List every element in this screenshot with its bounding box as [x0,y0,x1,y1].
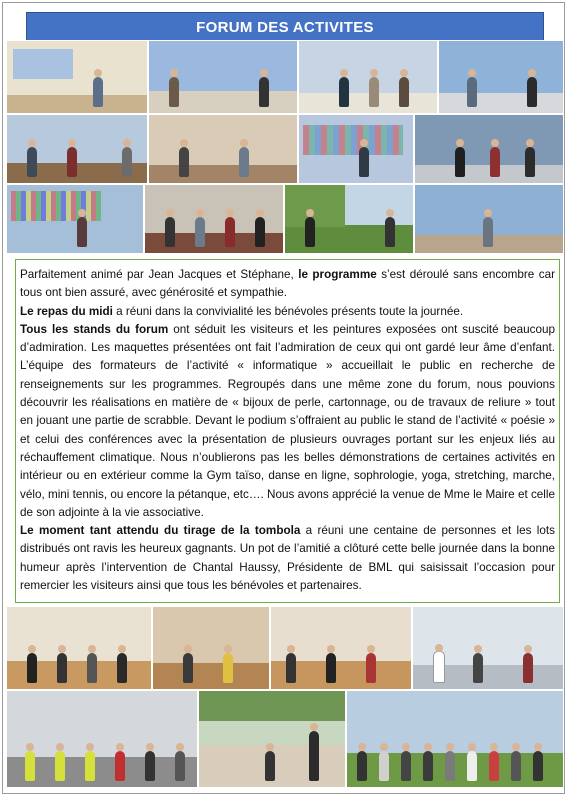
text-segment: a réuni dans la convivialité les bénévoles présents toute la journée. [112,304,464,318]
text-segment-bold: Le moment tant attendu du tirage de la tombola [20,524,301,538]
photo-stand-3 [298,40,438,114]
photo-stand-10 [144,184,284,254]
text-segment: s’est déroulé sans encombre car tous ont bien assuré, avec générosité et sympathie. [20,268,556,300]
paragraph-programme [20,266,555,303]
paragraph-tombola [20,522,555,595]
text-segment-bold: Tous les stands du forum [20,322,169,336]
text-segment-bold: le programme [298,268,377,281]
photo-stand-8 [414,114,564,184]
text-segment: a réuni une centaine de personnes et les lots distribués ont ravis les heureux gagnants. Un pot de l’amitié a clôturé cette belle journée dans la bonne humeur après l’intervention de Chantal Haussy, Présidente de BML qui saisissait l’occasion pour remercier les visiteurs ainsi que tous les bénévoles et partenaires. [20,524,555,593]
photo-stand-4 [438,40,564,114]
photo-stand-5 [6,114,148,184]
photo-stand-11 [284,184,414,254]
photo-gym-3 [270,606,412,690]
photo-velo [6,690,198,788]
photo-marche [346,690,564,788]
article-text [15,259,560,603]
photo-stand-2 [148,40,298,114]
photo-stand-6 [148,114,298,184]
photo-gym-2 [152,606,270,690]
text-segment: ont séduit les visiteurs et les peintures exposées ont suscité beaucoup d’admiration. Les maquettes présentées ont fait l’admiration de ceux qui ont gardé leur âme d’enfant. L’équipe des formateurs de l’activité « informatique » accueillait le public en recherche de renseignements sur les programmes. Regroupés dans une même zone du forum, nous pouvions découvrir les réalisations en matière de « bijoux de perle, cartonnage, ou de travaux de reliure » tout en jouant une partie de scrabble. Devant le podium s’offraient au public le stand de l’activité « poésie » et celui des conférences avec la présentation de plusieurs ouvrages portant sur les enjeux liés au réchauffement climatique. Nous n’oublierons pas les belles démonstrations de certaines activités en intérieur ou en extérieur comme la Gym taïso, danse en ligne, sophrologie, yoga, stretching, marche, vélo, mini tennis, ou encore la pétanque, etc…. Nous avons apprécié la venue de Mme le Maire et celle de son adjointe à la vie associative. [20,322,555,519]
photo-gym-4 [412,606,564,690]
paragraph-stands [20,321,555,522]
photo-stand-9 [6,184,144,254]
text-segment-bold: Le repas du midi [20,304,113,318]
photo-stand-12 [414,184,564,254]
page-title: FORUM DES ACTIVITES [26,12,544,42]
photo-petanque [198,690,346,788]
photo-stand-1 [6,40,148,114]
photo-stand-7 [298,114,414,184]
photo-gym-1 [6,606,152,690]
text-segment: Parfaitement animé par Jean Jacques et Stéphane, [20,268,299,281]
paragraph-repas [20,303,555,321]
